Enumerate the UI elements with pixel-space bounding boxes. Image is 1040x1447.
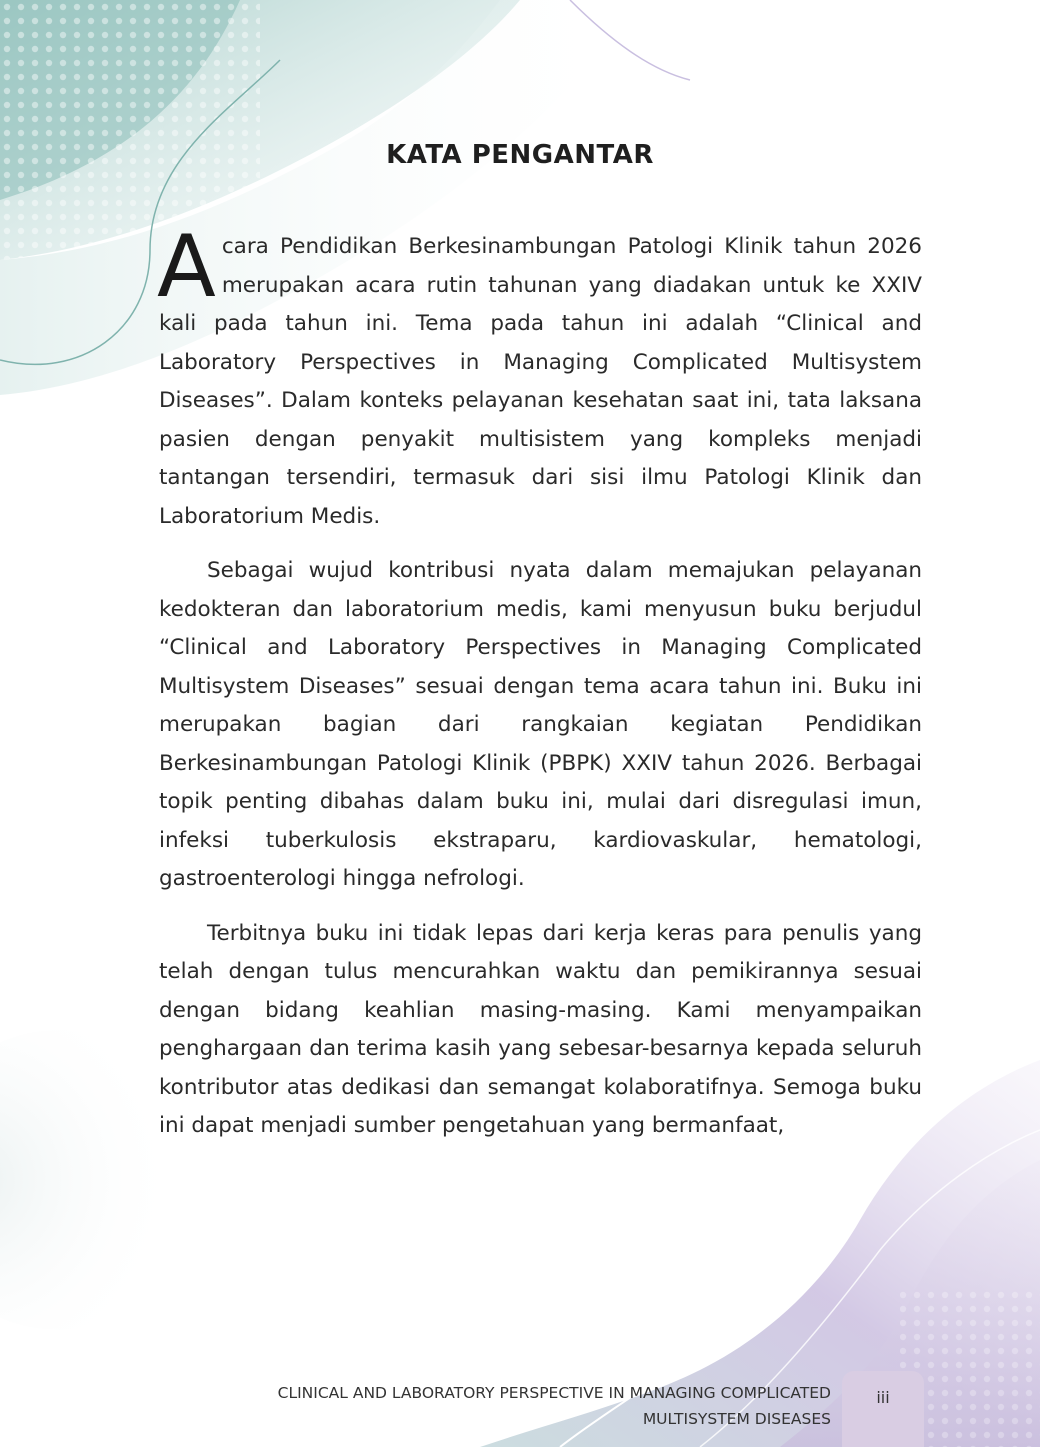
paragraph-3: Terbitnya buku ini tidak lepas dari kerja keras para penulis yang telah dengan tulus mencurahkan waktu dan pemikirannya sesuai dengan bidang keahlian masing-masing. Kami menyampaikan penghargaan dan terima kasih yang sebesar-besarnya kepada seluruh kontributor atas dedikasi dan semangat kolaboratifnya. Semoga buku ini dapat menjadi sumber pengetahuan yang bermanfaat, [159,920,922,1138]
footer-line-1: CLINICAL AND LABORATORY PERSPECTIVE IN MANAGING COMPLICATED [277,1384,831,1402]
footer-line-2: MULTISYSTEM DISEASES [642,1410,831,1428]
footer-book-title [278,1380,831,1432]
paragraph-1-text: cara Pendidikan Berkesinambungan Patologi Klinik tahun 2026 merupakan acara rutin tahunan yang diadakan untuk ke XXIV kali pada tahun ini. Tema pada tahun ini adalah “Clinical and Laboratory Perspectives in Managing Complicated Multisystem Diseases”. Dalam konteks pelayanan kesehatan saat ini, tata laksana pasien dengan penyakit multisistem yang kompleks menjadi tantangan tersendiri, termasuk dari sisi ilmu Patologi Klinik dan Laboratorium Medis. [159,234,922,529]
paragraph-2: Sebagai wujud kontribusi nyata dalam memajukan pelayanan kedokteran dan laboratorium medis, kami menyusun buku berjudul “Clinical and Laboratory Perspectives in Managing Complicated Multisystem Diseases” sesuai dengan tema acara tahun ini. Buku ini merupakan bagian dari rangkaian kegiatan Pendidikan Berkesinambungan Patologi Klinik (PBPK) XXIV tahun 2026. Berbagai topik penting dibahas dalam buku ini, mulai dari disregulasi imun, infeksi tuberkulosis ekstraparu, kardiovaskular, hematologi, gastroenterologi hingga nefrologi. [159,558,922,891]
page-number: iii [842,1371,924,1447]
page-title: KATA PENGANTAR [386,140,654,170]
paragraph-1 [157,217,922,536]
drop-cap: A [157,217,216,317]
body-text [157,217,922,1162]
